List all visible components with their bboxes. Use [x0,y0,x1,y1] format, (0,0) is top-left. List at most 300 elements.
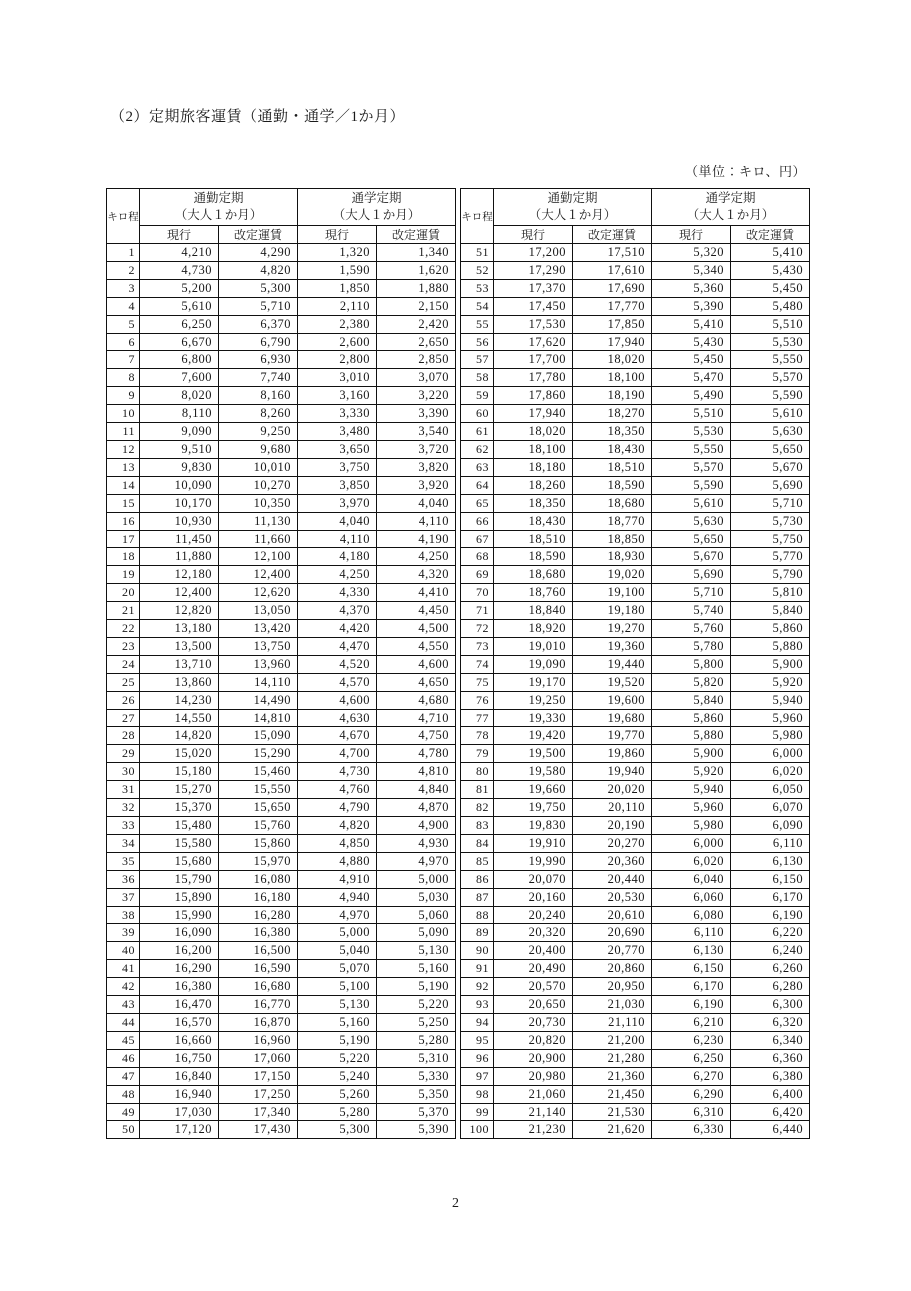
student-revised-cell: 4,780 [377,745,456,763]
commuter-current-cell: 18,840 [494,602,573,620]
commuter-current-cell: 21,060 [494,1085,573,1103]
km-cell: 84 [461,834,494,852]
km-cell: 39 [107,924,140,942]
commuter-current-cell: 13,860 [140,673,219,691]
student-revised-cell: 5,480 [731,297,810,315]
student-revised-cell: 6,090 [731,817,810,835]
student-revised-cell: 5,690 [731,476,810,494]
commuter-current-cell: 17,030 [140,1103,219,1121]
km-cell: 78 [461,727,494,745]
student-current-cell: 5,190 [298,1031,377,1049]
student-revised-cell: 3,220 [377,387,456,405]
commuter-revised-cell: 21,110 [573,1013,652,1031]
km-cell: 38 [107,906,140,924]
table-row [107,996,456,1014]
commuter-revised-cell: 20,950 [573,978,652,996]
commuter-revised-cell: 14,810 [219,709,298,727]
student-current-cell: 5,490 [652,387,731,405]
commuter-current-cell: 16,090 [140,924,219,942]
commuter-current-cell: 21,230 [494,1121,573,1139]
student-revised-cell: 1,620 [377,261,456,279]
commuter-current-cell: 17,700 [494,351,573,369]
km-cell: 87 [461,888,494,906]
table-row [461,530,810,548]
commuter-current-cell: 15,180 [140,763,219,781]
commuter-current-cell: 17,200 [494,244,573,262]
km-cell: 71 [461,602,494,620]
commuter-revised-cell: 17,690 [573,279,652,297]
commuter-revised-cell: 17,430 [219,1121,298,1139]
commuter-current-cell: 5,610 [140,297,219,315]
commuter-revised-cell: 18,020 [573,351,652,369]
student-revised-cell: 6,190 [731,906,810,924]
commuter-revised-cell: 16,080 [219,870,298,888]
student-revised-cell: 6,280 [731,978,810,996]
commuter-current-cell: 18,180 [494,458,573,476]
commuter-revised-cell: 18,100 [573,369,652,387]
student-revised-cell: 5,310 [377,1049,456,1067]
student-current-cell: 5,340 [652,261,731,279]
km-cell: 5 [107,315,140,333]
table-row [107,315,456,333]
km-cell: 18 [107,548,140,566]
header-student-pass [298,189,456,226]
commuter-revised-cell: 15,290 [219,745,298,763]
commuter-revised-cell: 16,500 [219,942,298,960]
student-revised-cell: 4,900 [377,817,456,835]
student-revised-cell: 1,340 [377,244,456,262]
student-revised-cell: 5,030 [377,888,456,906]
km-cell: 92 [461,978,494,996]
table-row [461,691,810,709]
student-current-cell: 5,570 [652,458,731,476]
km-cell: 64 [461,476,494,494]
km-cell: 54 [461,297,494,315]
header-commuter-sub: （大人１か月） [528,208,617,222]
commuter-current-cell: 20,240 [494,906,573,924]
student-current-cell: 6,040 [652,870,731,888]
km-cell: 53 [461,279,494,297]
commuter-current-cell: 18,590 [494,548,573,566]
table-row [107,1031,456,1049]
student-revised-cell: 5,860 [731,620,810,638]
commuter-revised-cell: 21,030 [573,996,652,1014]
student-current-cell: 5,550 [652,440,731,458]
fare-tables-container [106,188,810,1139]
student-current-cell: 5,260 [298,1085,377,1103]
student-current-cell: 1,850 [298,279,377,297]
table-row [461,387,810,405]
km-cell: 91 [461,960,494,978]
commuter-revised-cell: 19,270 [573,620,652,638]
commuter-current-cell: 20,650 [494,996,573,1014]
student-revised-cell: 5,590 [731,387,810,405]
student-current-cell: 4,520 [298,655,377,673]
commuter-revised-cell: 20,270 [573,834,652,852]
student-revised-cell: 5,790 [731,566,810,584]
commuter-revised-cell: 8,260 [219,405,298,423]
commuter-revised-cell: 19,520 [573,673,652,691]
student-revised-cell: 4,930 [377,834,456,852]
student-revised-cell: 5,510 [731,315,810,333]
student-revised-cell: 5,940 [731,691,810,709]
student-revised-cell: 5,610 [731,405,810,423]
student-current-cell: 6,130 [652,942,731,960]
table-row [461,1049,810,1067]
commuter-revised-cell: 20,610 [573,906,652,924]
student-revised-cell: 4,680 [377,691,456,709]
commuter-current-cell: 17,370 [494,279,573,297]
student-current-cell: 6,080 [652,906,731,924]
commuter-current-cell: 5,200 [140,279,219,297]
commuter-current-cell: 17,120 [140,1121,219,1139]
student-revised-cell: 2,420 [377,315,456,333]
student-revised-cell: 6,360 [731,1049,810,1067]
commuter-current-cell: 4,730 [140,261,219,279]
commuter-revised-cell: 13,420 [219,620,298,638]
commuter-current-cell: 17,780 [494,369,573,387]
commuter-revised-cell: 19,440 [573,655,652,673]
student-current-cell: 5,960 [652,799,731,817]
student-revised-cell: 4,550 [377,637,456,655]
commuter-current-cell: 12,820 [140,602,219,620]
km-cell: 8 [107,369,140,387]
header-commuter-pass [494,189,652,226]
student-revised-cell: 5,530 [731,333,810,351]
commuter-revised-cell: 18,850 [573,530,652,548]
commuter-revised-cell: 19,180 [573,602,652,620]
student-current-cell: 6,150 [652,960,731,978]
student-current-cell: 5,390 [652,297,731,315]
student-current-cell: 6,270 [652,1067,731,1085]
table-row [461,620,810,638]
km-cell: 28 [107,727,140,745]
header-commuter-current: 現行 [140,226,219,244]
km-cell: 33 [107,817,140,835]
student-revised-cell: 5,220 [377,996,456,1014]
commuter-current-cell: 15,480 [140,817,219,835]
commuter-current-cell: 15,680 [140,852,219,870]
student-current-cell: 5,040 [298,942,377,960]
km-cell: 85 [461,852,494,870]
commuter-revised-cell: 6,790 [219,333,298,351]
student-current-cell: 5,860 [652,709,731,727]
commuter-revised-cell: 20,860 [573,960,652,978]
table-row [107,548,456,566]
commuter-current-cell: 16,380 [140,978,219,996]
student-current-cell: 4,820 [298,817,377,835]
km-cell: 57 [461,351,494,369]
table-row [107,1013,456,1031]
commuter-revised-cell: 18,270 [573,405,652,423]
km-cell: 26 [107,691,140,709]
km-cell: 29 [107,745,140,763]
commuter-current-cell: 18,680 [494,566,573,584]
km-cell: 43 [107,996,140,1014]
student-revised-cell: 5,840 [731,602,810,620]
table-row [107,351,456,369]
table-row [107,799,456,817]
student-current-cell: 3,480 [298,423,377,441]
commuter-current-cell: 20,730 [494,1013,573,1031]
header-student-revised: 改定運賃 [377,226,456,244]
commuter-revised-cell: 18,770 [573,512,652,530]
km-cell: 46 [107,1049,140,1067]
student-current-cell: 5,220 [298,1049,377,1067]
student-revised-cell: 5,390 [377,1121,456,1139]
student-revised-cell: 3,920 [377,476,456,494]
km-cell: 1 [107,244,140,262]
km-cell: 88 [461,906,494,924]
km-cell: 90 [461,942,494,960]
student-current-cell: 5,980 [652,817,731,835]
table-row [107,637,456,655]
km-cell: 21 [107,602,140,620]
table-row [107,673,456,691]
commuter-current-cell: 20,400 [494,942,573,960]
commuter-revised-cell: 16,960 [219,1031,298,1049]
student-current-cell: 5,430 [652,333,731,351]
header-student-sub: （大人１か月） [686,208,775,222]
commuter-revised-cell: 18,430 [573,440,652,458]
student-current-cell: 6,020 [652,852,731,870]
commuter-current-cell: 19,420 [494,727,573,745]
student-current-cell: 6,250 [652,1049,731,1067]
table-row [107,279,456,297]
student-current-cell: 6,210 [652,1013,731,1031]
commuter-revised-cell: 18,590 [573,476,652,494]
table-row [461,673,810,691]
km-cell: 80 [461,763,494,781]
commuter-revised-cell: 15,760 [219,817,298,835]
commuter-revised-cell: 16,680 [219,978,298,996]
commuter-current-cell: 19,250 [494,691,573,709]
commuter-current-cell: 7,600 [140,369,219,387]
commuter-revised-cell: 20,360 [573,852,652,870]
table-row [461,315,810,333]
km-cell: 23 [107,637,140,655]
commuter-current-cell: 20,070 [494,870,573,888]
student-revised-cell: 4,600 [377,655,456,673]
commuter-current-cell: 18,260 [494,476,573,494]
commuter-revised-cell: 19,600 [573,691,652,709]
student-revised-cell: 6,340 [731,1031,810,1049]
km-cell: 81 [461,781,494,799]
km-cell: 48 [107,1085,140,1103]
table-row [461,655,810,673]
km-cell: 86 [461,870,494,888]
commuter-revised-cell: 17,610 [573,261,652,279]
km-cell: 25 [107,673,140,691]
commuter-revised-cell: 16,280 [219,906,298,924]
commuter-current-cell: 14,820 [140,727,219,745]
commuter-revised-cell: 20,020 [573,781,652,799]
commuter-current-cell: 18,100 [494,440,573,458]
commuter-current-cell: 6,250 [140,315,219,333]
student-current-cell: 3,970 [298,494,377,512]
km-cell: 55 [461,315,494,333]
km-cell: 13 [107,458,140,476]
km-cell: 83 [461,817,494,835]
student-current-cell: 5,820 [652,673,731,691]
commuter-revised-cell: 17,510 [573,244,652,262]
student-revised-cell: 4,710 [377,709,456,727]
student-revised-cell: 5,750 [731,530,810,548]
student-current-cell: 5,900 [652,745,731,763]
km-cell: 27 [107,709,140,727]
km-cell: 93 [461,996,494,1014]
student-current-cell: 6,000 [652,834,731,852]
student-revised-cell: 6,020 [731,763,810,781]
km-cell: 56 [461,333,494,351]
student-revised-cell: 6,260 [731,960,810,978]
commuter-revised-cell: 6,370 [219,315,298,333]
table-row [107,745,456,763]
table-row [461,351,810,369]
table-header [107,189,456,244]
header-commuter-sub: （大人１か月） [174,208,263,222]
student-revised-cell: 4,410 [377,584,456,602]
student-revised-cell: 6,400 [731,1085,810,1103]
header-student-sub: （大人１か月） [332,208,421,222]
student-current-cell: 2,800 [298,351,377,369]
student-revised-cell: 3,070 [377,369,456,387]
table-row [461,261,810,279]
student-revised-cell: 4,110 [377,512,456,530]
student-revised-cell: 3,540 [377,423,456,441]
student-revised-cell: 5,370 [377,1103,456,1121]
student-current-cell: 4,700 [298,745,377,763]
km-cell: 7 [107,351,140,369]
km-cell: 22 [107,620,140,638]
km-cell: 14 [107,476,140,494]
commuter-revised-cell: 16,590 [219,960,298,978]
student-revised-cell: 5,670 [731,458,810,476]
header-student-revised: 改定運賃 [731,226,810,244]
commuter-revised-cell: 21,280 [573,1049,652,1067]
student-revised-cell: 5,730 [731,512,810,530]
student-current-cell: 5,300 [298,1121,377,1139]
commuter-revised-cell: 20,690 [573,924,652,942]
km-cell: 24 [107,655,140,673]
student-revised-cell: 5,550 [731,351,810,369]
student-current-cell: 3,750 [298,458,377,476]
student-revised-cell: 6,380 [731,1067,810,1085]
student-current-cell: 6,230 [652,1031,731,1049]
km-cell: 58 [461,369,494,387]
table-row [107,512,456,530]
table-row [107,244,456,262]
student-revised-cell: 5,920 [731,673,810,691]
commuter-current-cell: 16,570 [140,1013,219,1031]
commuter-current-cell: 10,090 [140,476,219,494]
table-row [107,602,456,620]
km-cell: 89 [461,924,494,942]
km-cell: 82 [461,799,494,817]
table-row [461,960,810,978]
commuter-revised-cell: 11,660 [219,530,298,548]
commuter-current-cell: 21,140 [494,1103,573,1121]
table-row [461,799,810,817]
table-row [107,1085,456,1103]
student-current-cell: 4,670 [298,727,377,745]
km-cell: 49 [107,1103,140,1121]
student-revised-cell: 4,870 [377,799,456,817]
student-revised-cell: 5,190 [377,978,456,996]
commuter-current-cell: 19,750 [494,799,573,817]
student-current-cell: 5,510 [652,405,731,423]
table-row [107,852,456,870]
table-row [107,440,456,458]
student-current-cell: 4,570 [298,673,377,691]
table-row [461,1121,810,1139]
commuter-revised-cell: 16,770 [219,996,298,1014]
student-current-cell: 4,600 [298,691,377,709]
commuter-revised-cell: 17,250 [219,1085,298,1103]
commuter-revised-cell: 18,350 [573,423,652,441]
student-revised-cell: 5,410 [731,244,810,262]
commuter-revised-cell: 18,510 [573,458,652,476]
km-cell: 11 [107,423,140,441]
commuter-current-cell: 20,980 [494,1067,573,1085]
student-current-cell: 6,310 [652,1103,731,1121]
table-row [461,781,810,799]
table-body-left [107,244,456,1139]
student-revised-cell: 1,880 [377,279,456,297]
table-row [461,333,810,351]
table-row [461,870,810,888]
commuter-current-cell: 11,450 [140,530,219,548]
km-cell: 17 [107,530,140,548]
student-revised-cell: 3,820 [377,458,456,476]
commuter-current-cell: 14,230 [140,691,219,709]
km-cell: 12 [107,440,140,458]
table-row [107,906,456,924]
table-row [107,727,456,745]
page-title: （2）定期旅客運賃（通勤・通学／1か月） [110,109,406,125]
commuter-revised-cell: 10,350 [219,494,298,512]
student-current-cell: 1,320 [298,244,377,262]
table-row [107,817,456,835]
student-current-cell: 5,670 [652,548,731,566]
table-row [461,1085,810,1103]
commuter-current-cell: 19,170 [494,673,573,691]
commuter-revised-cell: 15,860 [219,834,298,852]
table-body-right [461,244,810,1139]
table-row [107,530,456,548]
student-current-cell: 4,910 [298,870,377,888]
table-row [461,476,810,494]
table-row [107,387,456,405]
table-row [461,1067,810,1085]
student-current-cell: 5,610 [652,494,731,512]
student-revised-cell: 5,450 [731,279,810,297]
commuter-revised-cell: 18,930 [573,548,652,566]
header-commuter-revised: 改定運賃 [573,226,652,244]
student-revised-cell: 4,190 [377,530,456,548]
km-cell: 51 [461,244,494,262]
table-row [461,423,810,441]
student-current-cell: 4,110 [298,530,377,548]
commuter-revised-cell: 13,750 [219,637,298,655]
commuter-current-cell: 16,200 [140,942,219,960]
table-row [107,1103,456,1121]
km-cell: 36 [107,870,140,888]
table-row [107,584,456,602]
student-revised-cell: 6,150 [731,870,810,888]
table-row [107,870,456,888]
km-cell: 97 [461,1067,494,1085]
